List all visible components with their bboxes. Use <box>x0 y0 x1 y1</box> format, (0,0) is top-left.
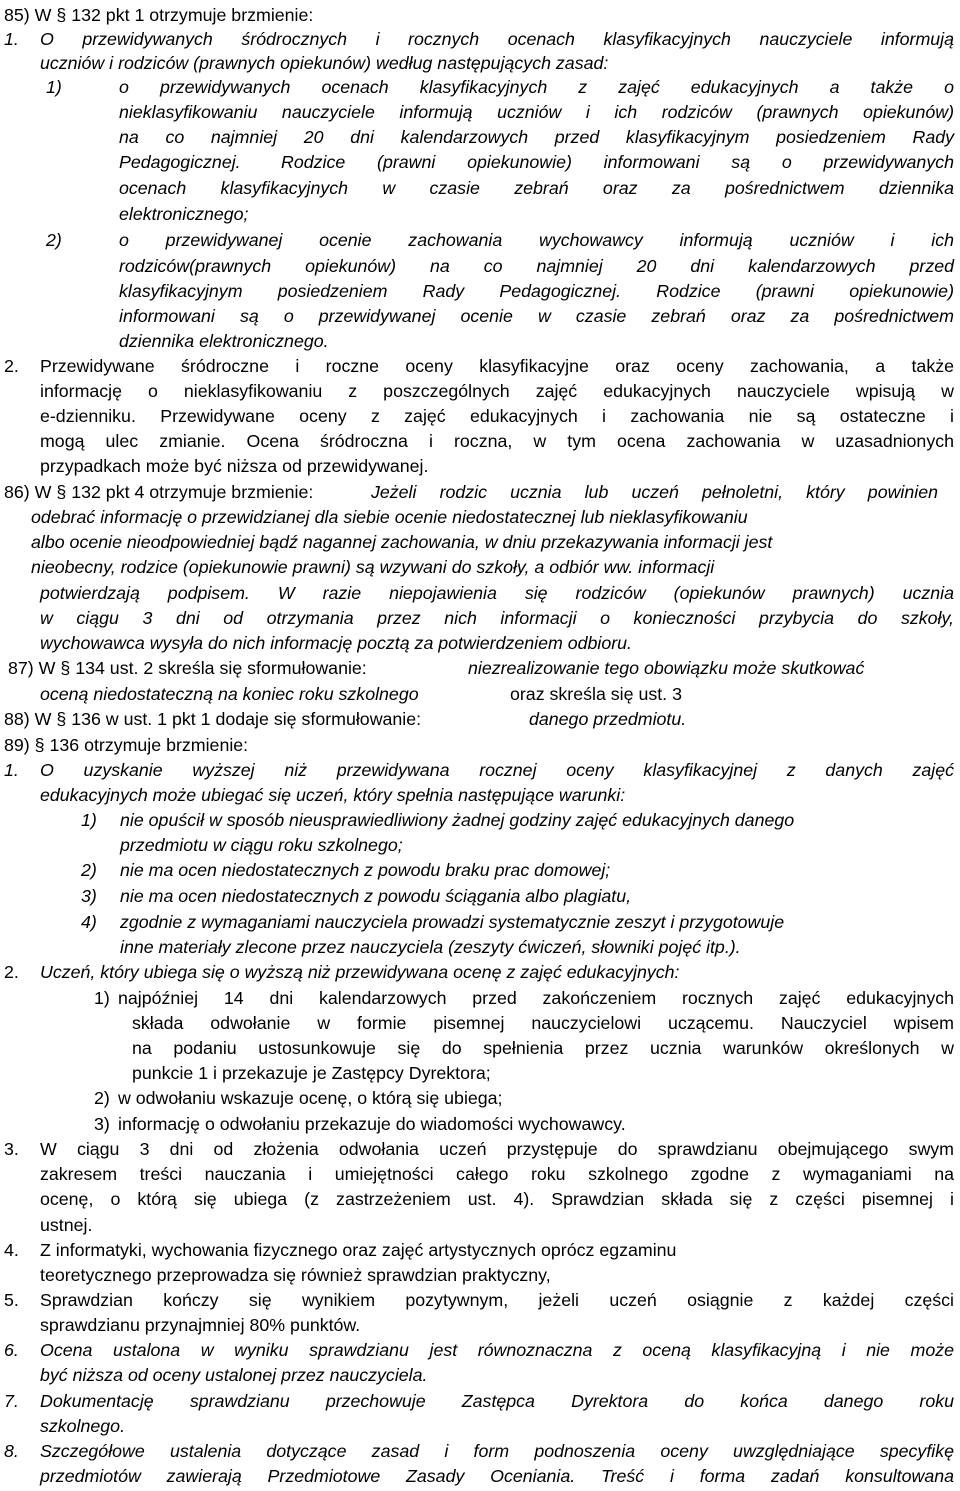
paragraph-line: niezrealizowanie tego obowiązku może skutkować <box>468 658 865 678</box>
item-number: 1. <box>4 760 19 780</box>
paragraph-line: przypadkach może być niższa od przewidywanej. <box>40 456 429 476</box>
paragraph-line: O przewidywanych śródrocznych i rocznych ocenach klasyfikacyjnych nauczyciele informują <box>40 29 954 49</box>
paragraph-line: na podaniu ustosunkowuje się do spełnienia przez ucznia warunków określonych w <box>132 1038 954 1058</box>
paragraph-line: ustnej. <box>40 1215 93 1235</box>
paragraph-line: Przewidywane śródroczne i roczne oceny klasyfikacyjne oraz oceny zachowania, a także <box>40 356 954 376</box>
paragraph-line: Szczegółowe ustalenia dotyczące zasad i form podnoszenia oceny uwzględniające specyfikę <box>40 1441 954 1461</box>
paragraph-line: ocenę, o którą się ubiega (z zastrzeżeniem ust. 4). Sprawdzian składa się z części pisemnej i <box>40 1189 954 1209</box>
item-number: 7. <box>4 1391 19 1411</box>
item-number: 4) <box>81 912 97 932</box>
paragraph-line: informację o odwołaniu przekazuje do wiadomości wychowawcy. <box>118 1114 626 1134</box>
paragraph-line: przedmiotu w ciągu roku szkolnego; <box>120 835 403 855</box>
paragraph-line: wychowawca wysyła do nich informację pocztą za potwierdzeniem odbioru. <box>40 633 632 653</box>
paragraph-line: e-dzienniku. Przewidywane oceny z zajęć edukacyjnych i zachowania nie są ostateczne i <box>40 406 954 426</box>
paragraph-line: Ocena ustalona w wyniku sprawdzianu jest równoznaczna z oceną klasyfikacyjną i nie może <box>40 1340 954 1360</box>
amendment-88-heading: 88) W § 136 w ust. 1 pkt 1 dodaje się sformułowanie: <box>4 709 422 729</box>
paragraph-line: Pedagogicznej. <box>119 152 241 172</box>
paragraph-line: Jeżeli rodzic ucznia lub uczeń pełnoletni, który powinien <box>371 482 938 502</box>
paragraph-line: edukacyjnych może ubiegać się uczeń, który spełnia następujące warunki: <box>40 785 626 805</box>
paragraph-line: przedmiotów zawierają Przedmiotowe Zasady Oceniania. Treść i forma zadań konsultowana <box>40 1466 954 1486</box>
item-number: 2) <box>94 1088 110 1108</box>
amendment-86-heading: 86) W § 132 pkt 4 otrzymuje brzmienie: <box>4 482 314 502</box>
item-number: 3. <box>4 1139 19 1159</box>
paragraph-line: nie opuścił w sposób nieusprawiedliwiony żadnej godziny zajęć edukacyjnych danego <box>120 810 795 830</box>
item-number: 2. <box>4 962 19 982</box>
paragraph-line: Rodzice (prawni opiekunowie) informowani są o przewidywanych <box>281 152 954 172</box>
paragraph-line: W ciągu 3 dni od złożenia odwołania uczeń przystępuje do sprawdzianu obejmującego swym <box>40 1139 954 1159</box>
paragraph-line: punkcie 1 i przekazuje je Zastępcy Dyrektora; <box>132 1063 491 1083</box>
paragraph-line: zgodnie z wymaganiami nauczyciela prowadzi systematycznie zeszyt i przygotowuje <box>120 912 785 932</box>
item-number: 8. <box>4 1441 19 1461</box>
paragraph-line: albo ocenie nieodpowiedniej bądź nagannej zachowania, w dniu przekazywania informacji jest <box>31 532 773 552</box>
item-number: 5. <box>4 1290 19 1310</box>
item-number: 3) <box>81 886 97 906</box>
amendment-87-heading: 87) W § 134 ust. 2 skreśla się sformułowanie: <box>8 658 367 678</box>
paragraph-line: oceną niedostateczną na koniec roku szkolnego <box>40 684 419 704</box>
paragraph-line: nie ma ocen niedostatecznych z powodu ściągania albo plagiatu, <box>120 886 632 906</box>
paragraph-line: szkolnego. <box>40 1416 126 1436</box>
paragraph-line: dziennika elektronicznego. <box>119 331 329 351</box>
amendment-85-heading: 85) W § 132 pkt 1 otrzymuje brzmienie: <box>4 5 314 25</box>
item-number: 2. <box>4 356 19 376</box>
paragraph-line: zakresem treści nauczania i umiejętności całego roku szkolnego zgodne z wymaganiami na <box>40 1164 954 1184</box>
paragraph-line: Z informatyki, wychowania fizycznego oraz zajęć artystycznych oprócz egzaminu <box>40 1240 677 1260</box>
paragraph-line: rodziców(prawnych opiekunów) na co najmniej 20 dni kalendarzowych przed <box>119 256 954 276</box>
paragraph-line: składa odwołanie w formie pisemnej nauczycielowi uczącemu. Nauczyciel wpisem <box>132 1013 954 1033</box>
paragraph-line: ocenach klasyfikacyjnych w czasie zebrań oraz za pośrednictwem dziennika <box>119 178 954 198</box>
paragraph-line: Dokumentację sprawdzianu przechowuje Zastępca Dyrektora do końca danego roku <box>40 1391 954 1411</box>
paragraph-line: potwierdzają podpisem. W razie niepojawienia się rodziców (opiekunów prawnych) ucznia <box>40 583 954 603</box>
paragraph-line: inne materiały zlecone przez nauczyciela (zeszyty ćwiczeń, słowniki pojęć itp.). <box>120 937 741 957</box>
paragraph-line: mogą ulec zmianie. Ocena śródroczna i roczna, w tym ocena zachowania w uzasadnionych <box>40 431 954 451</box>
paragraph-line: nieobecny, rodzice (opiekunowie prawni) są wzywani do szkoły, a odbiór ww. informacji <box>31 557 715 577</box>
item-number: 1) <box>81 810 97 830</box>
item-number: 3) <box>94 1114 110 1134</box>
paragraph-line: informowani są o przewidywanej ocenie w czasie zebrań oraz za pośrednictwem <box>119 306 954 326</box>
item-number: 6. <box>4 1340 19 1360</box>
paragraph-line: O uzyskanie wyższej niż przewidywana rocznej oceny klasyfikacyjnej z danych zajęć <box>40 760 954 780</box>
item-number: 2) <box>46 230 62 250</box>
paragraph-line: teoretycznego przeprowadza się również sprawdzian praktyczny, <box>40 1265 551 1285</box>
paragraph-line: odebrać informację o przewidzianej dla siebie ocenie niedostatecznej lub nieklasyfikowaniu <box>31 507 748 527</box>
paragraph-line: nie ma ocen niedostatecznych z powodu braku prac domowej; <box>120 860 611 880</box>
paragraph-line: oraz skreśla się ust. 3 <box>510 684 682 704</box>
paragraph-line: o przewidywanej ocenie zachowania wychowawcy informują uczniów i ich <box>119 230 954 250</box>
amendment-89-heading: 89) § 136 otrzymuje brzmienie: <box>4 735 249 755</box>
paragraph-line: klasyfikacyjnym posiedzeniem Rady Pedagogicznej. Rodzice (prawni opiekunowie) <box>119 281 954 301</box>
paragraph-line: sprawdzianu przynajmniej 80% punktów. <box>40 1315 361 1335</box>
paragraph-line: najpóźniej 14 dni kalendarzowych przed zakończeniem rocznych zajęć edukacyjnych <box>118 988 954 1008</box>
paragraph-line: nieklasyfikowaniu nauczyciele informują uczniów i ich rodziców (prawnych opiekunów) <box>119 102 954 122</box>
paragraph-line: Uczeń, który ubiega się o wyższą niż przewidywana ocenę z zajęć edukacyjnych: <box>40 962 680 982</box>
paragraph-line: na co najmniej 20 dni kalendarzowych przed klasyfikacyjnym posiedzeniem Rady <box>119 127 954 147</box>
paragraph-line: uczniów i rodziców (prawnych opiekunów) według następujących zasad: <box>40 53 609 73</box>
item-number: 1) <box>94 988 110 1008</box>
paragraph-line: danego przedmiotu. <box>529 709 687 729</box>
paragraph-line: w odwołaniu wskazuje ocenę, o którą się ubiega; <box>118 1088 503 1108</box>
paragraph-line: Sprawdzian kończy się wynikiem pozytywnym, jeżeli uczeń osiągnie z każdej części <box>40 1290 954 1310</box>
paragraph-line: być niższa od oceny ustalonej przez nauczyciela. <box>40 1365 428 1385</box>
paragraph-line: o przewidywanych ocenach klasyfikacyjnych z zajęć edukacyjnych a także o <box>119 77 954 97</box>
item-number: 2) <box>81 860 97 880</box>
paragraph-line: elektronicznego; <box>119 204 249 224</box>
paragraph-line: w ciągu 3 dni od otrzymania przez nich informacji o konieczności przybycia do szkoły, <box>40 608 954 628</box>
item-number: 1) <box>46 77 62 97</box>
paragraph-line: informację o nieklasyfikowaniu z poszczególnych zajęć edukacyjnych nauczyciele wpisują w <box>40 381 954 401</box>
item-number: 4. <box>4 1240 19 1260</box>
item-number: 1. <box>4 29 19 49</box>
